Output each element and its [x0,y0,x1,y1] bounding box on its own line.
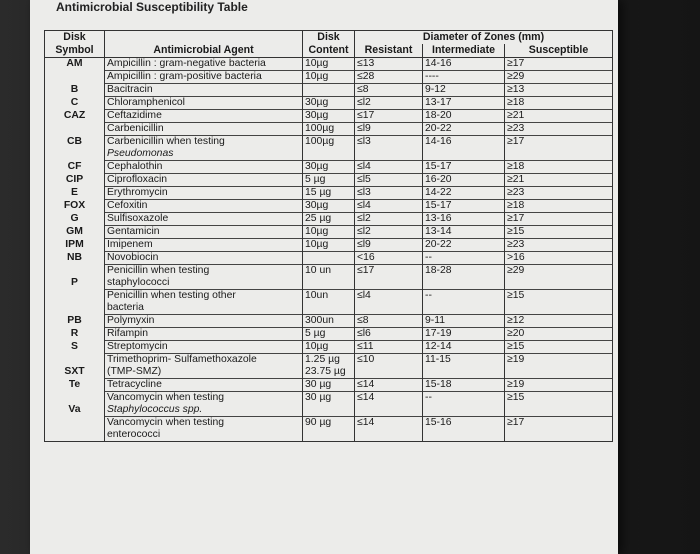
cell-susceptible: ≥18 [505,161,613,174]
cell-susceptible: ≥21 [505,174,613,187]
cell-disk-content: 30µg [303,97,355,110]
cell-agent: Vancomycin when testing [105,417,303,430]
susceptibility-table [44,30,613,442]
cell-disk-symbol [45,148,105,161]
table-row [45,366,613,379]
table-row [45,252,613,265]
cell-disk-content: 5 µg [303,174,355,187]
cell-susceptible: ≥23 [505,187,613,200]
table-row [45,97,613,110]
table-row [45,187,613,200]
cell-intermediate: -- [423,290,505,303]
cell-resistant: ≤l5 [355,174,423,187]
cell-agent: Bacitracin [105,84,303,97]
header-intermediate: Intermediate [423,44,505,58]
paper-sheet [30,0,618,554]
cell-susceptible: ≥18 [505,200,613,213]
cell-susceptible: ≥23 [505,239,613,252]
cell-resistant: ≤l3 [355,187,423,200]
cell-disk-symbol: GM [45,226,105,239]
cell-susceptible: ≥20 [505,328,613,341]
cell-intermediate: 13-16 [423,213,505,226]
cell-intermediate [423,429,505,442]
table-row [45,417,613,430]
cell-resistant: ≤14 [355,379,423,392]
cell-intermediate: 9-11 [423,315,505,328]
header-disk-symbol-line2: Symbol [45,44,105,58]
header-agent-blank [105,31,303,45]
table-row [45,404,613,417]
cell-agent: Carbenicillin when testing [105,136,303,149]
cell-disk-content: 90 µg [303,417,355,430]
cell-disk-symbol [45,354,105,367]
cell-disk-symbol: CAZ [45,110,105,123]
cell-agent: (TMP-SMZ) [105,366,303,379]
cell-susceptible: ≥15 [505,341,613,354]
cell-resistant: ≤l4 [355,290,423,303]
cell-disk-content: 15 µg [303,187,355,200]
cell-susceptible: >16 [505,252,613,265]
cell-disk-content: 300un [303,315,355,328]
cell-resistant: ≤l9 [355,123,423,136]
table-row [45,302,613,315]
cell-disk-symbol: NB [45,252,105,265]
cell-disk-symbol: P [45,277,105,290]
cell-agent: Ciprofloxacin [105,174,303,187]
cell-susceptible: ≥13 [505,84,613,97]
cell-intermediate: 11-15 [423,354,505,367]
cell-intermediate [423,148,505,161]
cell-disk-content [303,302,355,315]
cell-disk-symbol [45,429,105,442]
cell-resistant: ≤l3 [355,136,423,149]
table-row [45,136,613,149]
cell-disk-content [303,277,355,290]
table-row [45,148,613,161]
cell-disk-symbol [45,290,105,303]
cell-disk-content [303,148,355,161]
cell-intermediate: 13-17 [423,97,505,110]
cell-disk-symbol: AM [45,58,105,71]
cell-agent: Polymyxin [105,315,303,328]
cell-disk-symbol: CB [45,136,105,149]
table-row [45,290,613,303]
cell-intermediate: 20-22 [423,123,505,136]
cell-disk-symbol: E [45,187,105,200]
cell-disk-symbol: FOX [45,200,105,213]
cell-agent: Tetracycline [105,379,303,392]
cell-intermediate [423,277,505,290]
document-title: Antimicrobial Susceptibility Table [56,0,248,14]
table-row [45,379,613,392]
cell-agent: Cefoxitin [105,200,303,213]
cell-disk-symbol: CIP [45,174,105,187]
table-row [45,174,613,187]
table-row [45,200,613,213]
cell-disk-symbol [45,417,105,430]
cell-intermediate: -- [423,252,505,265]
cell-disk-content: 30µg [303,110,355,123]
cell-disk-content: 10µg [303,226,355,239]
cell-disk-content: 10un [303,290,355,303]
header-content-line2: Content [303,44,355,58]
cell-disk-content: 10µg [303,71,355,84]
cell-resistant: ≤14 [355,392,423,405]
cell-agent: Vancomycin when testing [105,392,303,405]
cell-resistant: ≤l2 [355,97,423,110]
cell-susceptible: ≥19 [505,379,613,392]
cell-disk-symbol: CF [45,161,105,174]
cell-agent: Sulfisoxazole [105,213,303,226]
cell-disk-content: 10µg [303,58,355,71]
cell-intermediate [423,302,505,315]
cell-disk-content: 10µg [303,239,355,252]
table-row [45,277,613,290]
cell-agent: bacteria [105,302,303,315]
table-row [45,71,613,84]
cell-resistant [355,148,423,161]
cell-disk-content [303,252,355,265]
cell-disk-symbol [45,71,105,84]
table-row [45,161,613,174]
cell-agent: Erythromycin [105,187,303,200]
cell-intermediate: 14-16 [423,136,505,149]
cell-disk-content: 5 µg [303,328,355,341]
cell-agent: enterococci [105,429,303,442]
header-content-line1: Disk [303,31,355,45]
cell-intermediate [423,404,505,417]
cell-disk-symbol [45,392,105,405]
cell-intermediate: 14-22 [423,187,505,200]
cell-resistant [355,302,423,315]
header-resistant: Resistant [355,44,423,58]
cell-susceptible: ≥17 [505,213,613,226]
cell-agent: Pseudomonas [105,148,303,161]
cell-resistant [355,404,423,417]
cell-intermediate: 14-16 [423,58,505,71]
cell-disk-content: 10 un [303,265,355,278]
cell-resistant: ≤l6 [355,328,423,341]
cell-disk-symbol: Va [45,404,105,417]
cell-intermediate: 15-17 [423,200,505,213]
cell-resistant: ≤8 [355,315,423,328]
cell-agent: Ceftazidime [105,110,303,123]
cell-disk-content: 100µg [303,136,355,149]
cell-intermediate: ---- [423,71,505,84]
cell-resistant: ≤17 [355,265,423,278]
cell-intermediate: -- [423,392,505,405]
cell-disk-symbol: SXT [45,366,105,379]
table-row [45,239,613,252]
cell-disk-content [303,404,355,417]
cell-intermediate: 20-22 [423,239,505,252]
cell-agent: Penicillin when testing other [105,290,303,303]
cell-resistant: ≤l9 [355,239,423,252]
cell-agent: Ampicillin : gram-negative bacteria [105,58,303,71]
table-row [45,84,613,97]
cell-agent: Chloramphenicol [105,97,303,110]
cell-susceptible: ≥15 [505,226,613,239]
cell-susceptible: ≥15 [505,392,613,405]
cell-agent: staphylococci [105,277,303,290]
cell-disk-symbol [45,265,105,278]
cell-resistant: ≤13 [355,58,423,71]
cell-resistant: ≤14 [355,417,423,430]
cell-susceptible: ≥23 [505,123,613,136]
cell-disk-content [303,84,355,97]
cell-resistant: ≤28 [355,71,423,84]
header-agent: Antimicrobial Agent [105,44,303,58]
cell-agent: Gentamicin [105,226,303,239]
cell-susceptible: ≥21 [505,110,613,123]
cell-resistant [355,366,423,379]
cell-intermediate: 17-19 [423,328,505,341]
cell-intermediate: 15-16 [423,417,505,430]
cell-susceptible [505,404,613,417]
cell-disk-symbol: G [45,213,105,226]
cell-disk-symbol: C [45,97,105,110]
cell-susceptible: ≥29 [505,265,613,278]
cell-disk-content: 1.25 µg [303,354,355,367]
cell-disk-symbol [45,302,105,315]
cell-disk-symbol: R [45,328,105,341]
cell-agent: Streptomycin [105,341,303,354]
cell-disk-symbol: IPM [45,239,105,252]
table-row [45,392,613,405]
table-row [45,58,613,71]
table-row [45,265,613,278]
cell-resistant: ≤l2 [355,213,423,226]
table-row [45,429,613,442]
cell-resistant [355,429,423,442]
cell-resistant: ≤10 [355,354,423,367]
cell-intermediate: 9-12 [423,84,505,97]
cell-susceptible: ≥17 [505,58,613,71]
cell-disk-content: 23.75 µg [303,366,355,379]
cell-agent: Staphylococcus spp. [105,404,303,417]
cell-intermediate [423,366,505,379]
table-body [45,58,613,442]
cell-resistant: ≤l4 [355,161,423,174]
table-row [45,123,613,136]
cell-agent: Imipenem [105,239,303,252]
cell-resistant: ≤l4 [355,200,423,213]
cell-intermediate: 15-18 [423,379,505,392]
cell-intermediate: 15-17 [423,161,505,174]
table-row [45,213,613,226]
cell-intermediate: 16-20 [423,174,505,187]
table-row [45,354,613,367]
cell-disk-content: 30 µg [303,379,355,392]
header-zones: Diameter of Zones (mm) [355,31,613,45]
table-row [45,226,613,239]
cell-susceptible: ≥18 [505,97,613,110]
cell-susceptible [505,302,613,315]
table-row [45,315,613,328]
cell-susceptible: ≥17 [505,136,613,149]
cell-disk-symbol: Te [45,379,105,392]
cell-susceptible [505,429,613,442]
cell-agent: Novobiocin [105,252,303,265]
cell-disk-symbol: PB [45,315,105,328]
cell-agent: Carbenicillin [105,123,303,136]
cell-agent: Ampicillin : gram-positive bacteria [105,71,303,84]
cell-disk-content: 10µg [303,341,355,354]
table-row [45,341,613,354]
cell-intermediate: 18-28 [423,265,505,278]
cell-susceptible [505,148,613,161]
cell-disk-content: 25 µg [303,213,355,226]
cell-susceptible: ≥12 [505,315,613,328]
cell-disk-content [303,429,355,442]
cell-agent: Rifampin [105,328,303,341]
cell-resistant: <16 [355,252,423,265]
cell-intermediate: 12-14 [423,341,505,354]
cell-susceptible: ≥19 [505,354,613,367]
cell-resistant: ≤8 [355,84,423,97]
cell-disk-content: 30µg [303,161,355,174]
cell-susceptible: ≥29 [505,71,613,84]
cell-disk-content: 100µg [303,123,355,136]
cell-disk-symbol: S [45,341,105,354]
cell-resistant: ≤17 [355,110,423,123]
cell-resistant: ≤l2 [355,226,423,239]
cell-disk-content: 30µg [303,200,355,213]
table-row [45,328,613,341]
cell-agent: Cephalothin [105,161,303,174]
cell-susceptible [505,366,613,379]
header-disk-symbol-line1: Disk [45,31,105,45]
header-susceptible: Susceptible [505,44,613,58]
cell-susceptible: ≥15 [505,290,613,303]
cell-agent: Trimethoprim- Sulfamethoxazole [105,354,303,367]
cell-resistant [355,277,423,290]
cell-intermediate: 13-14 [423,226,505,239]
cell-susceptible [505,277,613,290]
cell-disk-symbol [45,123,105,136]
cell-disk-symbol: B [45,84,105,97]
cell-intermediate: 18-20 [423,110,505,123]
cell-disk-content: 30 µg [303,392,355,405]
cell-susceptible: ≥17 [505,417,613,430]
cell-resistant: ≤11 [355,341,423,354]
cell-agent: Penicillin when testing [105,265,303,278]
table-row [45,110,613,123]
